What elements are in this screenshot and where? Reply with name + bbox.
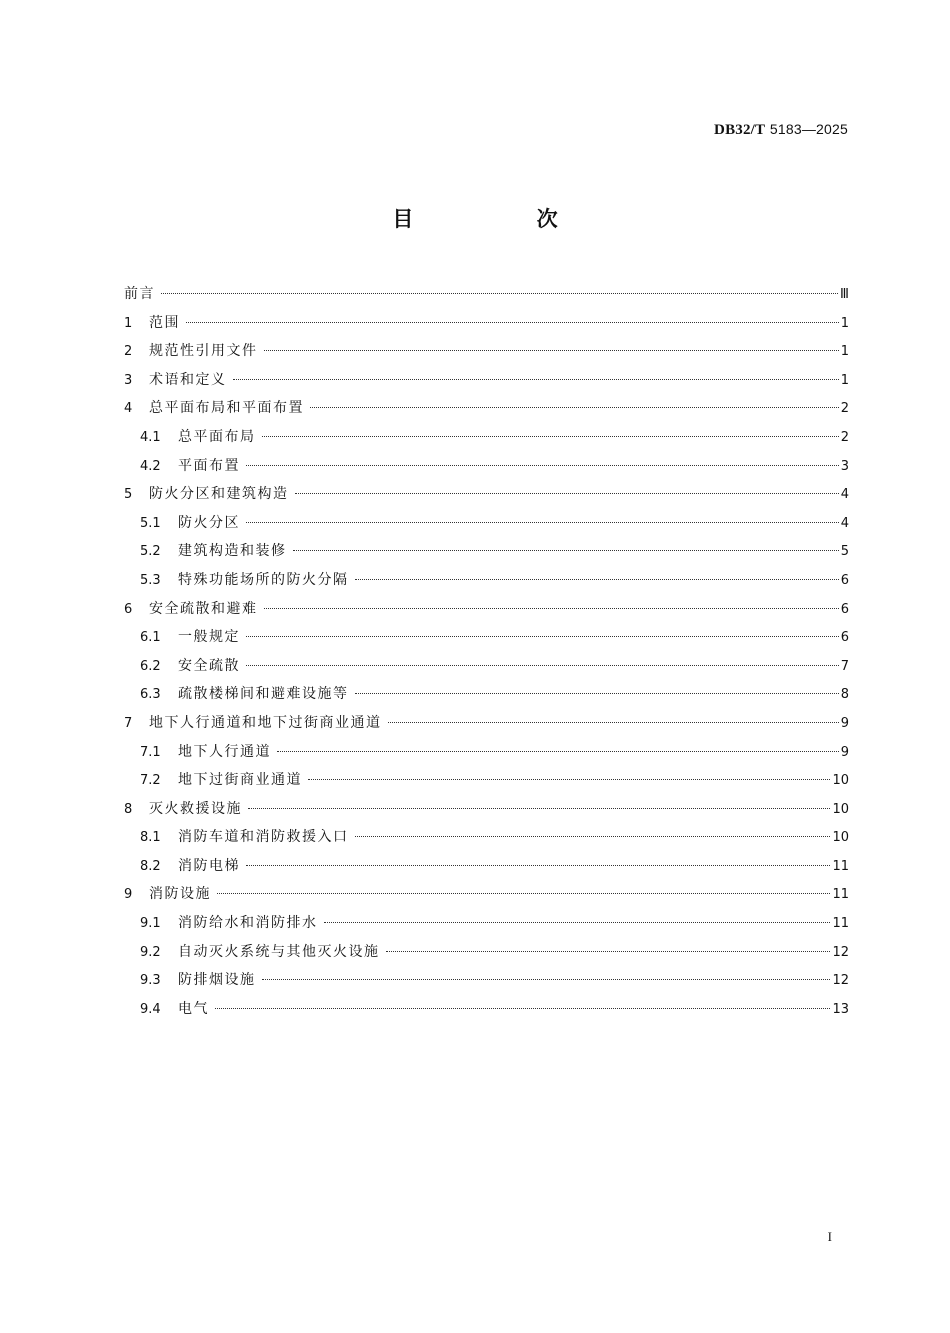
toc-entry-number: 1 [124, 315, 133, 331]
toc-entry-page: 13 [832, 1001, 849, 1017]
toc-entry-label: 防火分区和建筑构造 [149, 486, 289, 503]
toc-title: 目 次 [392, 207, 616, 231]
toc-entry-label: 地下人行通道 [178, 743, 271, 760]
toc-entry-number: 9.2 [140, 944, 161, 960]
toc-leader-dots [324, 922, 831, 923]
toc-entry-page: 12 [832, 944, 849, 960]
toc-entry-label: 总平面布局和平面布置 [149, 400, 304, 417]
toc-leader-dots [246, 865, 830, 866]
toc-entry-label: 消防给水和消防排水 [178, 915, 318, 932]
toc-entry-number: 4 [124, 401, 133, 417]
toc-entry-label: 前言 [124, 286, 155, 302]
toc-entry-label: 防排烟设施 [178, 972, 256, 989]
toc-entry-number: 3 [124, 372, 133, 388]
toc-entry-number: 9.4 [140, 1001, 161, 1017]
toc-entry-label: 一般规定 [178, 629, 240, 646]
document-code [714, 121, 848, 139]
toc-entry[interactable] [124, 766, 849, 795]
toc-entry[interactable] [124, 795, 849, 824]
toc-entry-page: 9 [840, 744, 849, 760]
toc-entry-number: 5.3 [140, 572, 161, 588]
toc-entry-label: 地下人行通道和地下过街商业通道 [149, 714, 382, 731]
toc-entry-page: 2 [840, 429, 849, 445]
toc-entry-number: 8.1 [140, 830, 161, 846]
toc-entry[interactable] [124, 337, 849, 366]
toc-entry-label: 平面布置 [178, 457, 240, 474]
toc-entry-page: 11 [832, 887, 849, 903]
toc-entry-page: 2 [840, 401, 849, 417]
toc-entry-page: 11 [832, 916, 849, 932]
toc-entry[interactable] [124, 394, 849, 423]
toc-entry-page: 6 [840, 601, 849, 617]
toc-leader-dots [233, 379, 839, 380]
toc-entry[interactable] [124, 709, 849, 738]
toc-entry-number: 6 [124, 601, 133, 617]
toc-entry-page: 10 [832, 773, 849, 789]
toc-leader-dots [388, 722, 839, 723]
table-of-contents [124, 280, 849, 1023]
toc-entry-number: 7.1 [140, 744, 161, 760]
toc-entry-number: 4.1 [140, 429, 161, 445]
toc-entry-number: 9.1 [140, 916, 161, 932]
toc-entry[interactable] [124, 852, 849, 881]
toc-leader-dots [355, 693, 839, 694]
toc-leader-dots [262, 436, 839, 437]
toc-leader-dots [186, 322, 839, 323]
toc-entry[interactable] [124, 309, 849, 338]
document-code-prefix: DB32/T [714, 122, 766, 138]
toc-entry-page: 8 [840, 687, 849, 703]
toc-entry-page: 4 [840, 487, 849, 503]
toc-leader-dots [246, 636, 839, 637]
toc-entry-label: 安全疏散和避难 [149, 600, 258, 617]
toc-leader-dots [262, 979, 831, 980]
toc-entry-label: 消防设施 [149, 886, 211, 903]
toc-entry-label: 防火分区 [178, 514, 240, 531]
toc-entry[interactable] [124, 880, 849, 909]
toc-entry-number: 5.2 [140, 544, 161, 560]
toc-leader-dots [248, 808, 830, 809]
toc-entry-page: 12 [832, 973, 849, 989]
toc-entry[interactable] [124, 566, 849, 595]
toc-entry-page: 10 [832, 830, 849, 846]
toc-entry[interactable] [124, 423, 849, 452]
toc-leader-dots [246, 465, 839, 466]
toc-entry[interactable] [124, 966, 849, 995]
toc-leader-dots [386, 951, 831, 952]
toc-leader-dots [310, 407, 839, 408]
toc-entry-page: 5 [840, 544, 849, 560]
toc-entry-page: 9 [840, 715, 849, 731]
toc-entry[interactable] [124, 280, 849, 309]
toc-entry[interactable] [124, 366, 849, 395]
toc-entry-label: 电气 [178, 1000, 209, 1017]
toc-entry-number: 8 [124, 801, 133, 817]
toc-entry-label: 消防车道和消防救援入口 [178, 829, 349, 846]
toc-entry-label: 术语和定义 [149, 371, 227, 388]
toc-entry-number: 6.1 [140, 630, 161, 646]
toc-entry-page: 1 [840, 315, 849, 331]
toc-entry-number: 7 [124, 715, 133, 731]
toc-entry-number: 7.2 [140, 773, 161, 789]
toc-entry-number: 5 [124, 487, 133, 503]
toc-entry-label: 地下过街商业通道 [178, 772, 302, 789]
toc-leader-dots [355, 579, 839, 580]
toc-entry[interactable] [124, 738, 849, 767]
toc-entry-page: 7 [840, 658, 849, 674]
toc-entry-label: 特殊功能场所的防火分隔 [178, 571, 349, 588]
toc-entry[interactable] [124, 537, 849, 566]
toc-entry-number: 6.2 [140, 658, 161, 674]
toc-leader-dots [308, 779, 830, 780]
toc-entry-label: 消防电梯 [178, 857, 240, 874]
toc-entry-number: 5.1 [140, 515, 161, 531]
toc-entry[interactable] [124, 909, 849, 938]
toc-entry-page: 6 [840, 572, 849, 588]
toc-entry[interactable] [124, 595, 849, 624]
toc-entry[interactable] [124, 509, 849, 538]
toc-entry-page: Ⅲ [840, 287, 849, 302]
toc-entry-page: 4 [840, 515, 849, 531]
toc-entry[interactable] [124, 995, 849, 1024]
toc-entry-label: 灭火救援设施 [149, 800, 242, 817]
toc-leader-dots [215, 1008, 830, 1009]
toc-entry[interactable] [124, 480, 849, 509]
toc-entry[interactable] [124, 938, 849, 967]
toc-entry-number: 9.3 [140, 973, 161, 989]
toc-entry[interactable] [124, 680, 849, 709]
toc-leader-dots [246, 665, 839, 666]
toc-leader-dots [277, 751, 839, 752]
toc-entry-number: 2 [124, 344, 133, 360]
toc-leader-dots [161, 293, 838, 294]
toc-entry-label: 自动灭火系统与其他灭火设施 [178, 943, 380, 960]
toc-entry-number: 4.2 [140, 458, 161, 474]
toc-entry-label: 安全疏散 [178, 657, 240, 674]
document-code-number: 5183—2025 [769, 121, 848, 137]
toc-entry[interactable] [124, 823, 849, 852]
toc-entry-label: 范围 [149, 314, 180, 331]
toc-entry[interactable] [124, 623, 849, 652]
toc-leader-dots [264, 608, 839, 609]
toc-entry-label: 规范性引用文件 [149, 343, 258, 360]
toc-entry-label: 建筑构造和装修 [178, 543, 287, 560]
toc-entry-page: 10 [832, 801, 849, 817]
toc-entry-page: 1 [840, 344, 849, 360]
toc-leader-dots [264, 350, 839, 351]
toc-entry-page: 3 [840, 458, 849, 474]
toc-leader-dots [295, 493, 839, 494]
toc-entry-number: 8.2 [140, 858, 161, 874]
page-number: I [827, 1229, 832, 1244]
toc-leader-dots [217, 893, 830, 894]
toc-entry[interactable] [124, 652, 849, 681]
toc-entry[interactable] [124, 452, 849, 481]
toc-leader-dots [355, 836, 831, 837]
toc-entry-label: 总平面布局 [178, 428, 256, 445]
toc-leader-dots [246, 522, 839, 523]
toc-entry-page: 6 [840, 630, 849, 646]
toc-entry-label: 疏散楼梯间和避难设施等 [178, 686, 349, 703]
toc-entry-number: 9 [124, 887, 133, 903]
toc-entry-page: 11 [832, 858, 849, 874]
toc-entry-page: 1 [840, 372, 849, 388]
toc-entry-number: 6.3 [140, 687, 161, 703]
toc-leader-dots [293, 550, 839, 551]
